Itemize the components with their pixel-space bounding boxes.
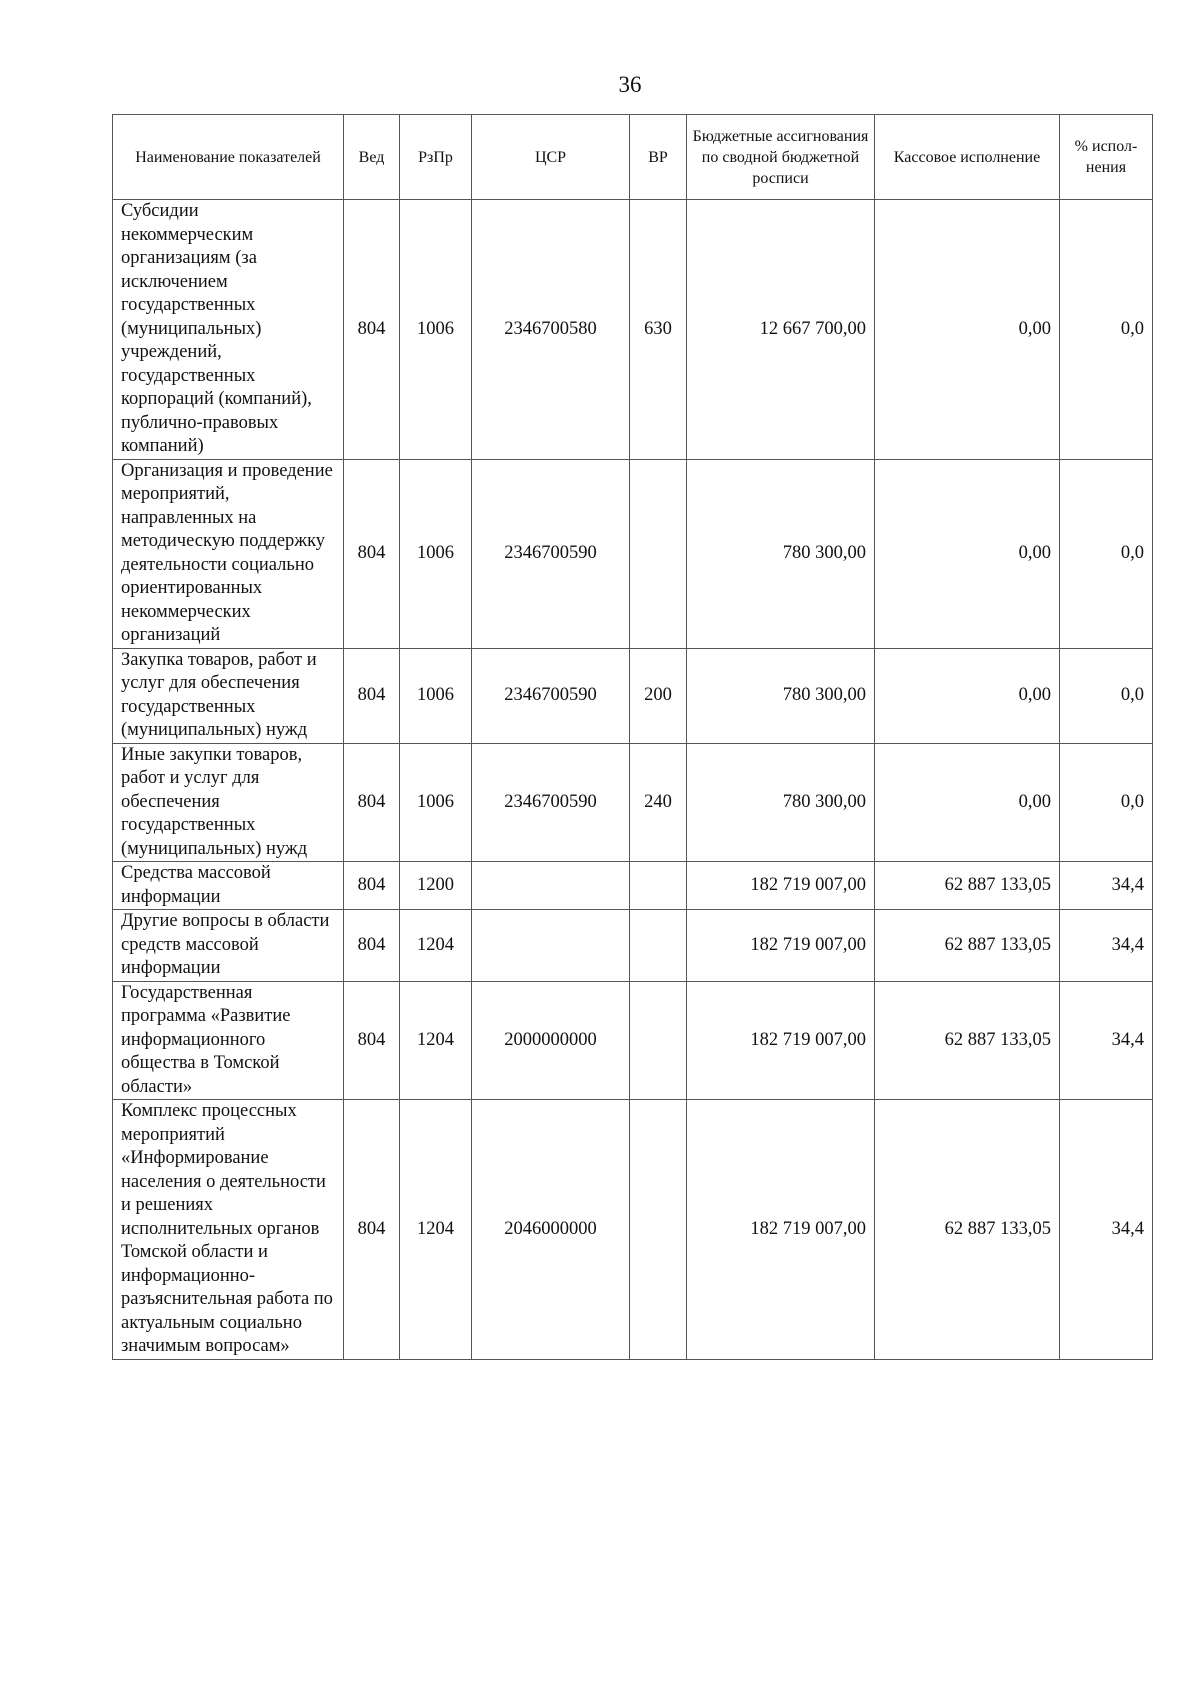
row-vr bbox=[630, 910, 687, 982]
row-csr: 2046000000 bbox=[472, 1100, 630, 1360]
row-name: Другие вопросы в области средств массовой информации bbox=[113, 910, 344, 982]
row-execution: 62 887 133,05 bbox=[875, 1100, 1060, 1360]
row-name: Закупка товаров, работ и услуг для обеспечения государственных (муниципальных) нужд bbox=[113, 648, 344, 743]
row-budget: 780 300,00 bbox=[687, 743, 875, 862]
row-budget: 182 719 007,00 bbox=[687, 981, 875, 1100]
table-row bbox=[113, 910, 1153, 982]
row-rzpr: 1006 bbox=[400, 743, 472, 862]
row-rzpr: 1006 bbox=[400, 200, 472, 460]
row-name: Иные закупки товаров, работ и услуг для обеспечения государственных (муниципальных) нужд bbox=[113, 743, 344, 862]
row-name: Комплекс процессных мероприятий «Информирование населения о деятельности и решениях исполнительных органов Томской области и информационно-разъяснительная работа по актуальным социально значимым вопросам» bbox=[113, 1100, 344, 1360]
row-percent: 0,0 bbox=[1060, 459, 1153, 648]
row-rzpr: 1006 bbox=[400, 459, 472, 648]
table-row bbox=[113, 200, 1153, 460]
row-vr bbox=[630, 1100, 687, 1360]
row-budget: 12 667 700,00 bbox=[687, 200, 875, 460]
row-name: Организация и проведение мероприятий, направленных на методическую поддержку деятельности социально ориентированных некоммерческих организаций bbox=[113, 459, 344, 648]
row-execution: 62 887 133,05 bbox=[875, 981, 1060, 1100]
header-vr: ВР bbox=[630, 115, 687, 200]
row-csr: 2346700590 bbox=[472, 459, 630, 648]
row-execution: 0,00 bbox=[875, 459, 1060, 648]
row-vr bbox=[630, 981, 687, 1100]
row-percent: 0,0 bbox=[1060, 200, 1153, 460]
row-ved: 804 bbox=[344, 200, 400, 460]
row-execution: 0,00 bbox=[875, 743, 1060, 862]
table-row bbox=[113, 743, 1153, 862]
header-budget: Бюджетные ассигнования по сводной бюджетной росписи bbox=[687, 115, 875, 200]
header-ved: Вед bbox=[344, 115, 400, 200]
row-percent: 34,4 bbox=[1060, 1100, 1153, 1360]
row-vr: 200 bbox=[630, 648, 687, 743]
row-percent: 34,4 bbox=[1060, 910, 1153, 982]
table-row bbox=[113, 459, 1153, 648]
row-execution: 0,00 bbox=[875, 200, 1060, 460]
row-execution: 62 887 133,05 bbox=[875, 862, 1060, 910]
row-budget: 780 300,00 bbox=[687, 459, 875, 648]
table-row bbox=[113, 862, 1153, 910]
row-budget: 780 300,00 bbox=[687, 648, 875, 743]
page-number: 36 bbox=[618, 72, 642, 97]
row-name: Средства массовой информации bbox=[113, 862, 344, 910]
table-row bbox=[113, 981, 1153, 1100]
header-percent: % испол-нения bbox=[1060, 115, 1153, 200]
row-name: Государственная программа «Развитие информационного общества в Томской области» bbox=[113, 981, 344, 1100]
row-csr: 2000000000 bbox=[472, 981, 630, 1100]
row-percent: 0,0 bbox=[1060, 743, 1153, 862]
row-rzpr: 1200 bbox=[400, 862, 472, 910]
row-vr bbox=[630, 459, 687, 648]
header-csr: ЦСР bbox=[472, 115, 630, 200]
table-header-row bbox=[113, 115, 1153, 200]
row-ved: 804 bbox=[344, 1100, 400, 1360]
row-budget: 182 719 007,00 bbox=[687, 910, 875, 982]
row-execution: 62 887 133,05 bbox=[875, 910, 1060, 982]
row-ved: 804 bbox=[344, 459, 400, 648]
row-csr: 2346700590 bbox=[472, 648, 630, 743]
row-csr: 2346700590 bbox=[472, 743, 630, 862]
row-csr: 2346700580 bbox=[472, 200, 630, 460]
row-vr bbox=[630, 862, 687, 910]
row-percent: 34,4 bbox=[1060, 862, 1153, 910]
table-row bbox=[113, 1100, 1153, 1360]
row-vr: 240 bbox=[630, 743, 687, 862]
row-csr bbox=[472, 862, 630, 910]
row-budget: 182 719 007,00 bbox=[687, 862, 875, 910]
row-ved: 804 bbox=[344, 862, 400, 910]
row-ved: 804 bbox=[344, 743, 400, 862]
budget-execution-table bbox=[112, 114, 1153, 1360]
table-row bbox=[113, 648, 1153, 743]
row-ved: 804 bbox=[344, 910, 400, 982]
header-name: Наименование показателей bbox=[113, 115, 344, 200]
header-rzpr: РзПр bbox=[400, 115, 472, 200]
row-vr: 630 bbox=[630, 200, 687, 460]
row-ved: 804 bbox=[344, 981, 400, 1100]
row-csr bbox=[472, 910, 630, 982]
row-percent: 34,4 bbox=[1060, 981, 1153, 1100]
row-rzpr: 1204 bbox=[400, 1100, 472, 1360]
row-execution: 0,00 bbox=[875, 648, 1060, 743]
row-ved: 804 bbox=[344, 648, 400, 743]
row-name: Субсидии некоммерческим организациям (за исключением государственных (муниципальных) учреждений, государственных корпораций (компаний), публично-правовых компаний) bbox=[113, 200, 344, 460]
row-percent: 0,0 bbox=[1060, 648, 1153, 743]
header-execution: Кассовое исполнение bbox=[875, 115, 1060, 200]
row-rzpr: 1204 bbox=[400, 910, 472, 982]
row-budget: 182 719 007,00 bbox=[687, 1100, 875, 1360]
row-rzpr: 1204 bbox=[400, 981, 472, 1100]
row-rzpr: 1006 bbox=[400, 648, 472, 743]
